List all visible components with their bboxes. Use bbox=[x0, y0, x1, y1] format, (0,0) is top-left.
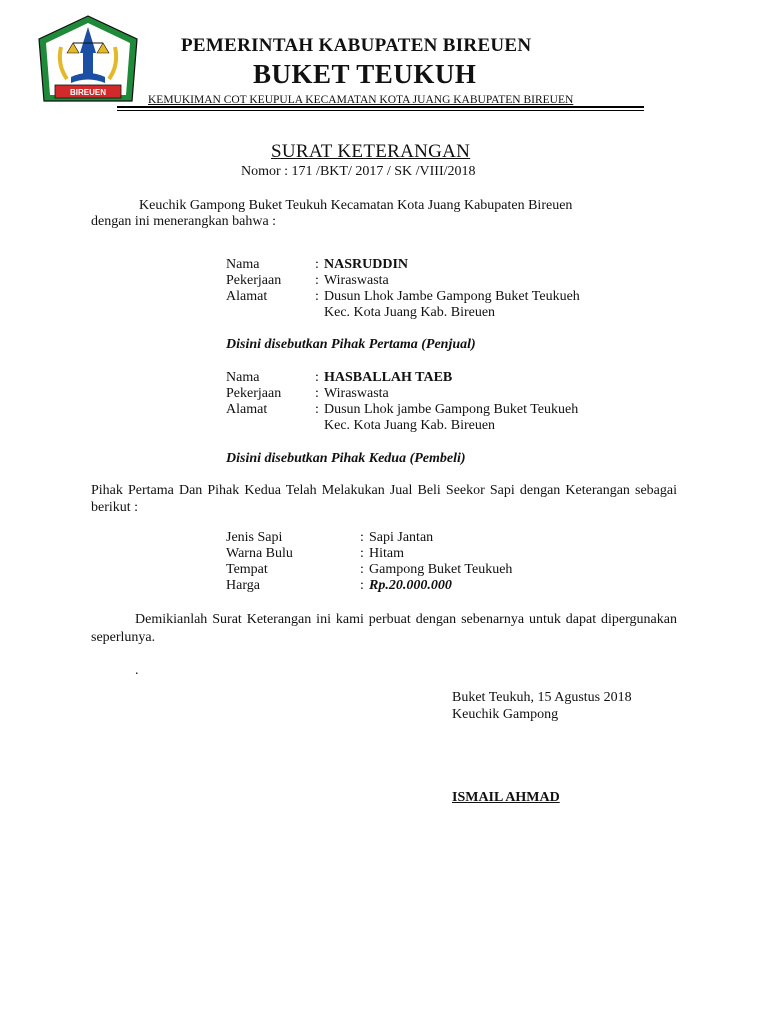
document-title: SURAT KETERANGAN bbox=[271, 141, 471, 162]
party2-nama-label: Nama bbox=[226, 370, 260, 385]
closing-text: Demikianlah Surat Keterangan ini kami perbuat dengan sebenarnya untuk dapat dipergunakan seperlunya. bbox=[91, 612, 677, 645]
jenis-sapi-value: Sapi Jantan bbox=[369, 530, 434, 545]
party1-pekerjaan: Wiraswasta bbox=[324, 273, 389, 288]
tempat-value: Gampong Buket Teukueh bbox=[369, 562, 513, 577]
party2-caption: Disini disebutkan Pihak Kedua (Pembeli) bbox=[226, 451, 466, 466]
party1-pekerjaan-colon: : bbox=[315, 273, 319, 288]
tempat-label: Tempat bbox=[226, 562, 268, 577]
letterhead-line2: BUKET TEUKUH bbox=[253, 59, 477, 89]
party1-alamat2: Kec. Kota Juang Kab. Bireuen bbox=[324, 305, 496, 320]
party2-alamat-label: Alamat bbox=[226, 402, 268, 417]
transaction-text: Pihak Pertama Dan Pihak Kedua Telah Melakukan Jual Beli Seekor Sapi dengan Keterangan sebagai berikut : bbox=[91, 483, 677, 515]
party1-pekerjaan-label: Pekerjaan bbox=[226, 273, 282, 288]
stray-dot: . bbox=[135, 663, 139, 678]
harga-label: Harga bbox=[226, 578, 260, 593]
party1-alamat-colon: : bbox=[315, 289, 319, 304]
party1-alamat-label: Alamat bbox=[226, 289, 268, 304]
party1-nama-label: Nama bbox=[226, 257, 260, 272]
signature-role: Keuchik Gampong bbox=[452, 707, 559, 722]
warna-bulu-colon: : bbox=[360, 546, 364, 561]
party1-nama: NASRUDDIN bbox=[324, 257, 409, 272]
party2-nama-colon: : bbox=[315, 370, 319, 385]
tempat-colon: : bbox=[360, 562, 364, 577]
party1-caption: Disini disebutkan Pihak Pertama (Penjual) bbox=[226, 337, 476, 352]
party1-alamat1: Dusun Lhok Jambe Gampong Buket Teukueh bbox=[324, 289, 580, 304]
intro-line2: dengan ini menerangkan bahwa : bbox=[91, 214, 277, 229]
document-number: Nomor : 171 /BKT/ 2017 / SK /VIII/2018 bbox=[241, 164, 476, 179]
kabupaten-bireuen-emblem bbox=[33, 13, 143, 107]
letterhead-line1: PEMERINTAH KABUPATEN BIREUEN bbox=[181, 35, 532, 56]
party2-pekerjaan-label: Pekerjaan bbox=[226, 386, 282, 401]
signature-name: ISMAIL AHMAD bbox=[452, 790, 560, 805]
closing-paragraph bbox=[91, 611, 677, 647]
party1-nama-colon: : bbox=[315, 257, 319, 272]
signature-place-date: Buket Teukuh, 15 Agustus 2018 bbox=[452, 690, 632, 705]
header-rule-thick bbox=[117, 106, 644, 108]
harga-colon: : bbox=[360, 578, 364, 593]
party2-alamat2: Kec. Kota Juang Kab. Bireuen bbox=[324, 418, 496, 433]
jenis-sapi-label: Jenis Sapi bbox=[226, 530, 283, 545]
letterhead-line3: KEMUKIMAN COT KEUPULA KECAMATAN KOTA JUANG KABUPATEN BIREUEN bbox=[148, 94, 574, 106]
logo-text: BIREUEN bbox=[69, 88, 107, 97]
party2-alamat-colon: : bbox=[315, 402, 319, 417]
harga-value: Rp.20.000.000 bbox=[369, 578, 452, 593]
warna-bulu-label: Warna Bulu bbox=[226, 546, 293, 561]
party2-nama: HASBALLAH TAEB bbox=[324, 370, 453, 385]
party2-alamat1: Dusun Lhok jambe Gampong Buket Teukueh bbox=[324, 402, 579, 417]
intro-line1: Keuchik Gampong Buket Teukuh Kecamatan Kota Juang Kabupaten Bireuen bbox=[139, 198, 573, 213]
jenis-sapi-colon: : bbox=[360, 530, 364, 545]
party2-pekerjaan: Wiraswasta bbox=[324, 386, 389, 401]
header-rule-thin bbox=[117, 110, 644, 111]
warna-bulu-value: Hitam bbox=[369, 546, 404, 561]
party2-pekerjaan-colon: : bbox=[315, 386, 319, 401]
